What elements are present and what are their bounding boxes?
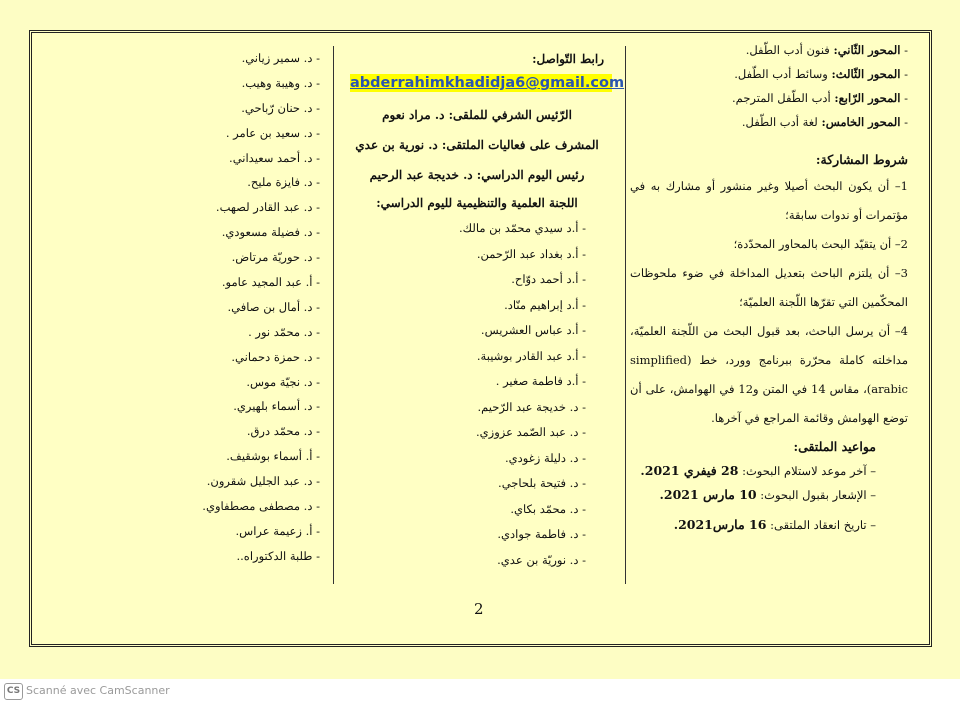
committee-member: - د. سمير زياني. <box>241 51 320 65</box>
committee-member: - د. محمّد نور . <box>248 324 320 339</box>
axis-item <box>630 38 908 62</box>
axis-item <box>630 86 908 110</box>
committee-member: - د. مصطفى مصطفاوي. <box>202 499 320 514</box>
camscanner-logo-icon: CS <box>4 683 23 700</box>
date-item <box>630 483 876 507</box>
bullet-dash: - <box>900 43 908 57</box>
date-label: – الإشعار بقبول البحوث: <box>756 488 876 502</box>
committee-member: - د. نوريّة بن عدي. <box>497 552 586 567</box>
conditions-list <box>630 172 908 433</box>
bullet-dash: - <box>900 91 908 105</box>
committee-member: - أ.د فاطمة صغير . <box>495 374 586 388</box>
axis-label: المحور الرّابع: <box>834 91 901 105</box>
committee-member: - د. فاطمة جوادي. <box>497 527 586 541</box>
contact-label: رابط التّواصل: <box>532 52 604 66</box>
scanner-watermark: Scanné avec CamScanner <box>26 684 170 697</box>
date-label: – تاريخ انعقاد الملتقى: <box>766 518 876 532</box>
committee-member: - د. عبد الصّمد عزوزي. <box>476 425 586 439</box>
committee-list-left <box>110 46 320 569</box>
column-middle <box>336 46 625 573</box>
committee-member: - د. فضيلة مسعودي. <box>221 225 320 240</box>
dates-list <box>630 459 908 537</box>
committee-member: - د. محمّد درق. <box>246 424 320 439</box>
committee-member: - د. عبد القادر لصهب. <box>215 200 320 215</box>
date-item <box>630 513 876 537</box>
page-number: 2 <box>474 600 484 618</box>
committee-member: - د. أمال بن صافي. <box>227 299 320 314</box>
date-label: – آخر موعد لاستلام البحوث: <box>738 464 876 478</box>
axis-text: أدب الطّفل المترجم. <box>732 91 835 105</box>
committee-member: - د. حمزة دحماني. <box>231 349 320 364</box>
conditions-title: شروط المشاركة: <box>815 152 908 167</box>
date-value: 28 فيفري 2021. <box>640 463 739 478</box>
column-right <box>630 38 908 537</box>
axis-text: وسائط أدب الطّفل. <box>734 67 832 81</box>
column-left <box>110 46 320 569</box>
committee-member: - د. حنان رّباحي. <box>241 100 320 115</box>
committee-member: - د. فتيحة بلحاجي. <box>498 476 586 490</box>
committee-member: - أ.د إبراهيم منّاد. <box>504 297 586 312</box>
committee-title: اللجنة العلمية والتنظيمية لليوم الدراسي: <box>376 196 578 210</box>
committee-member: - د. عبد الجليل شقرون. <box>206 474 320 489</box>
committee-member: - د. حوريّة مرتاض. <box>231 250 320 265</box>
axis-text: فنون أدب الطّفل. <box>745 43 834 57</box>
date-value: 10 مارس 2021. <box>659 487 757 502</box>
committee-member: - أ.د بغداد عبد الرّحمن. <box>476 246 586 261</box>
committee-member: - د. أحمد سعيداني. <box>229 150 320 165</box>
honorary-president: الرّئيس الشرفي للملقى: د. مراد نعوم <box>382 108 572 122</box>
committee-member: - د. نجيّة موس. <box>246 374 320 389</box>
committee-member: - د. محمّد بكاي. <box>510 501 586 516</box>
date-item <box>630 459 876 483</box>
committee-member: - أ.د أحمد دوّاح. <box>511 272 586 286</box>
axis-item <box>630 110 908 134</box>
axes-list <box>630 38 908 134</box>
condition-item: 1– أن يكون البحث أصيلا وغير منشور أو مشارك به في مؤتمرات أو ندوات سابقة؛ <box>630 179 908 222</box>
scanner-footer <box>0 679 960 705</box>
committee-member: - أ. أسماء بوشقيف. <box>226 449 320 464</box>
axis-label: المحور الخامس: <box>821 115 901 129</box>
dates-title: مواعيد الملتقى: <box>793 439 876 454</box>
committee-list-middle <box>336 216 618 573</box>
column-divider-right <box>625 46 626 584</box>
axis-item <box>630 62 908 86</box>
committee-member: - د. سعيد بن عامر . <box>225 125 320 140</box>
axis-label: المحور الثّالث: <box>831 67 901 81</box>
committee-member: - أ. عبد المجيد عامو. <box>221 275 320 290</box>
condition-item: 2– أن يتقيّد البحث بالمحاور المحدّدة؛ <box>733 237 908 251</box>
committee-member: - أ.د سيدي محمّد بن مالك. <box>458 221 586 235</box>
condition-item: 3– أن يلتزم الباحث بتعديل المداخلة في ضوء ملحوظات المحكّمين التي تقرّها اللّجنة العلميّة؛ <box>630 266 908 309</box>
committee-member: - د. دليلة زغودي. <box>505 450 586 465</box>
bullet-dash: - <box>900 115 908 129</box>
day-president: رئيس اليوم الدراسي: د. خديجة عبد الرحيم <box>369 168 585 182</box>
committee-member: - د. وهيبة وهيب. <box>241 75 320 90</box>
axis-text: لغة أدب الطّفل. <box>741 115 822 129</box>
committee-member: - د. أسماء بلهيري. <box>233 399 320 414</box>
committee-member: - د. خديجة عبد الرّحيم. <box>477 399 586 414</box>
committee-member: - طلبة الدكتوراه.. <box>236 548 320 563</box>
email-link[interactable]: abderrahimkhadidja6@gmail.com <box>350 75 625 91</box>
column-divider-left <box>333 46 334 584</box>
committee-member: - أ.د عباس العشريس. <box>480 323 586 337</box>
bullet-dash: - <box>900 67 908 81</box>
committee-member: - د. فايزة مليح. <box>247 175 320 190</box>
axis-label: المحور الثّاني: <box>833 43 901 57</box>
committee-member: - أ.د عبد القادر بوشيبة. <box>476 348 586 363</box>
supervisor: المشرف على فعاليات الملتقى: د. نورية بن عدي <box>355 138 599 152</box>
date-value: 16 مارس2021. <box>673 517 767 532</box>
condition-item: 4– أن يرسل الباحث، بعد قبول البحث من اللّجنة العلميّة، مداخلته كاملة محرّرة ببرنامج وورد، خط (simplified arabic)، مقاس 14 في المتن و12 في الهوامش، على أن توضع الهوامش وقائمة المراجع في آخرها. <box>630 324 908 425</box>
committee-member: - أ. زعيمة عراس. <box>235 523 320 538</box>
